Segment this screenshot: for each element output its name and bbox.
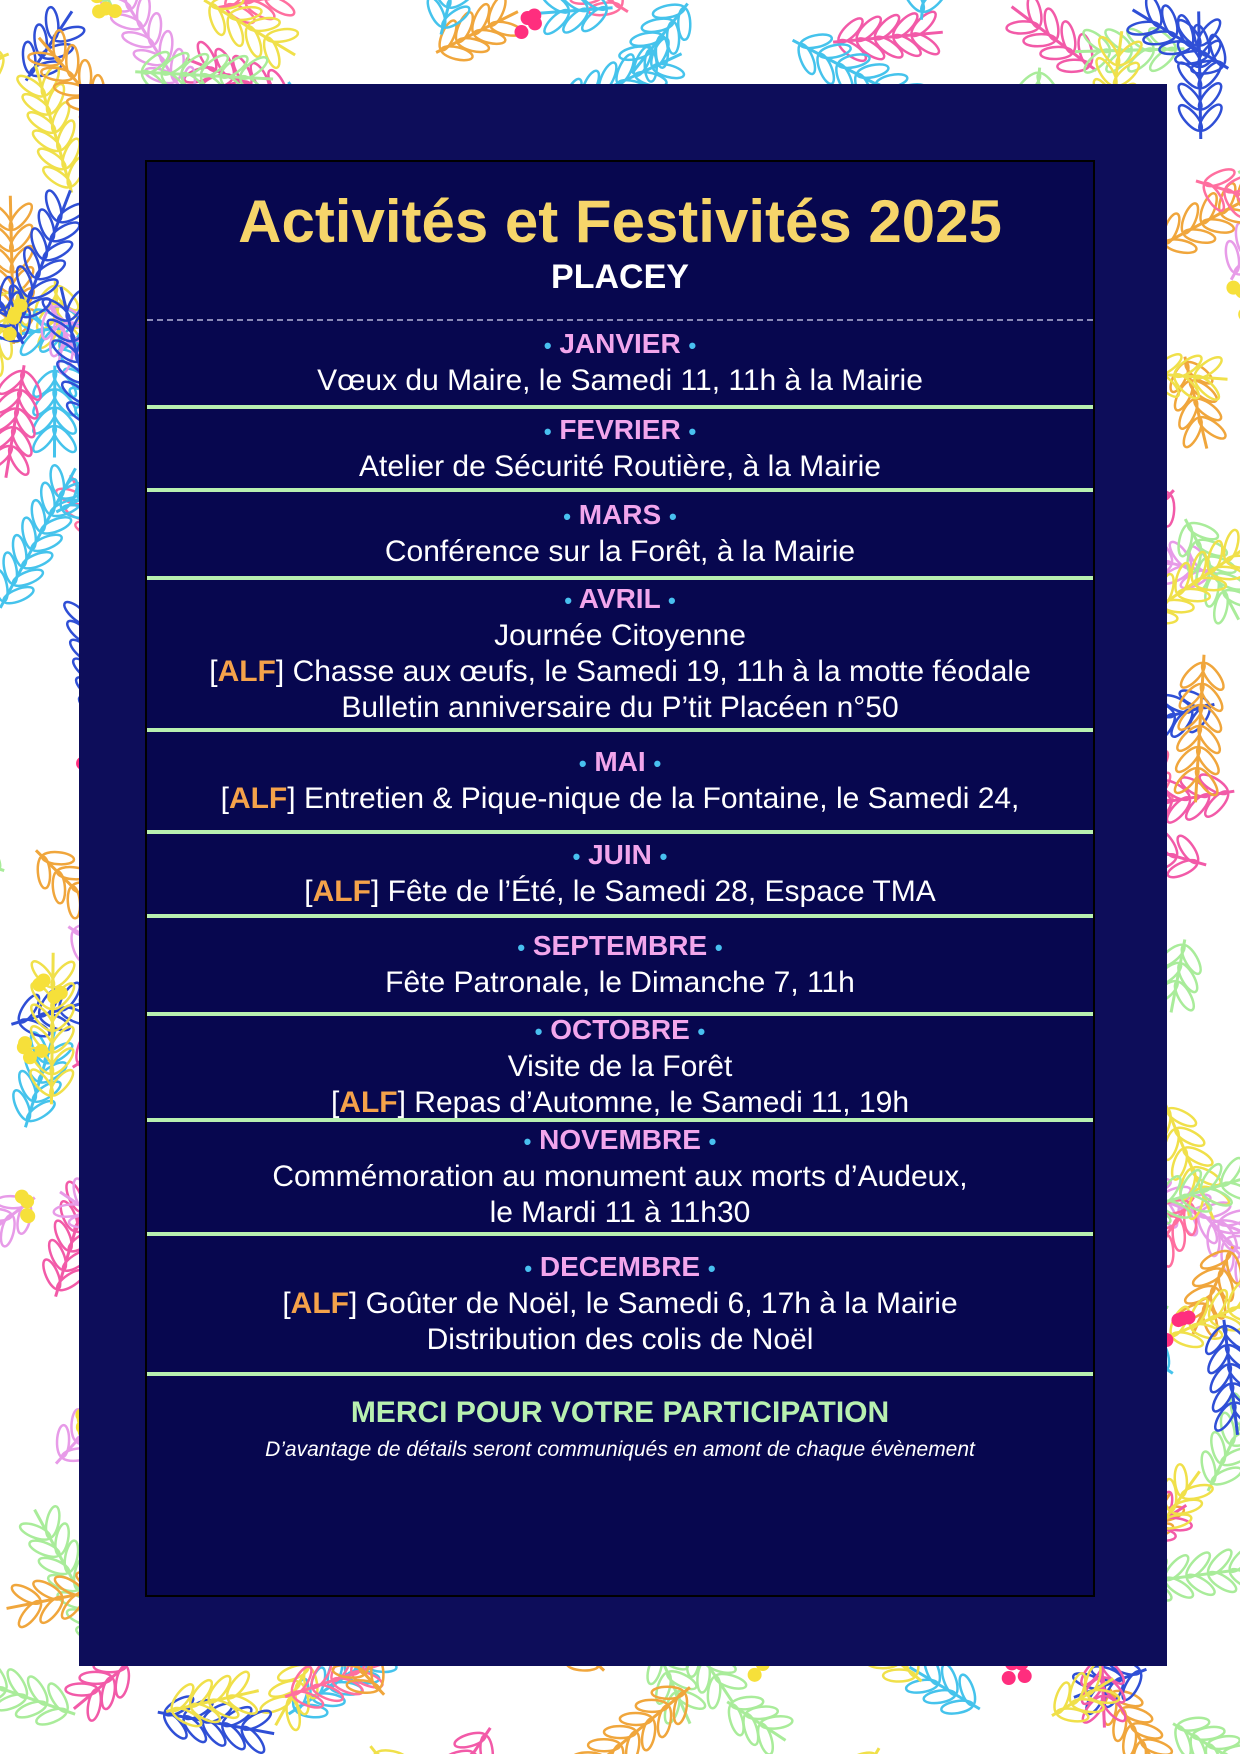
bullet-icon: • <box>697 1019 706 1044</box>
event-line <box>508 1049 733 1085</box>
event-text: Goûter de Noël, le Samedi 6, 17h à la Mairie <box>365 1287 958 1320</box>
bullet-icon: • <box>563 504 571 529</box>
event-text: Conférence sur la Forêt, à la Mairie <box>384 535 856 568</box>
event-line: [ALF] Entretien & Pique-nique de la Fontaine, le Samedi 24, <box>220 782 1020 815</box>
month-block-juin <box>147 834 1093 918</box>
bullet-icon: • <box>523 1129 532 1154</box>
event-line <box>317 363 923 399</box>
event-line <box>385 534 855 570</box>
event-text: Fête de l’Été, le Samedi 28, Espace TMA <box>387 875 936 908</box>
bullet-icon: • <box>669 504 677 529</box>
bullet-icon: • <box>688 418 697 444</box>
event-text: Commémoration au monument aux morts d’Audeux, <box>272 1160 968 1193</box>
month-name: SEPTEMBRE <box>532 930 708 961</box>
bullet-icon: • <box>707 1256 716 1281</box>
alf-tag: ALF <box>339 1086 398 1119</box>
event-text: le Mardi 11 à 11h30 <box>489 1196 751 1229</box>
month-name: MARS <box>578 499 662 530</box>
event-line <box>385 965 855 1001</box>
event-text: Journée Citoyenne <box>494 619 746 652</box>
poster-footer <box>147 1376 1093 1480</box>
poster-header <box>147 162 1093 321</box>
month-name: AVRIL <box>578 583 661 614</box>
bullet-icon: • <box>543 418 552 444</box>
event-text: Entretien & Pique-nique de la Fontaine, le Samedi 24, <box>303 782 1020 815</box>
month-block-mars <box>147 492 1093 580</box>
event-text: Visite de la Forêt <box>507 1050 733 1083</box>
bullet-icon: • <box>578 751 587 776</box>
alf-tag: ALF <box>228 782 288 815</box>
alf-tag: ALF <box>312 875 371 908</box>
month-title <box>544 413 696 449</box>
event-text: Vœux du Maire, le Samedi 11, 11h à la Mairie <box>317 364 923 397</box>
thanks-message: MERCI POUR VOTRE PARTICIPATION <box>350 1396 890 1429</box>
event-line <box>427 1322 814 1358</box>
event-text: Bulletin anniversaire du P’tit Placéen n°50 <box>341 691 899 724</box>
month-block-janvier <box>147 321 1093 409</box>
month-name: DECEMBRE <box>539 1251 701 1282</box>
month-title <box>524 1123 717 1159</box>
event-text: Distribution des colis de Noël <box>426 1323 814 1356</box>
month-name: OCTOBRE <box>550 1014 690 1045</box>
month-block-fevrier <box>147 409 1093 492</box>
month-title <box>573 838 668 874</box>
event-line <box>490 1195 751 1231</box>
bullet-icon: • <box>708 1129 717 1154</box>
month-block-octobre <box>147 1016 1093 1122</box>
month-title <box>579 745 661 781</box>
event-text: Chasse aux œufs, le Samedi 19, 11h à la motte féodale <box>292 655 1031 688</box>
bullet-icon: • <box>714 935 723 960</box>
event-line: [ALF] Goûter de Noël, le Samedi 6, 17h à la Mairie <box>282 1287 958 1320</box>
poster-title: Activités et Festivités 2025 <box>238 188 1002 255</box>
event-line <box>272 1159 967 1195</box>
month-name: NOVEMBRE <box>539 1124 701 1155</box>
event-line <box>341 690 898 726</box>
alf-tag: ALF <box>290 1287 349 1320</box>
month-title <box>564 582 675 618</box>
bullet-icon: • <box>659 844 668 869</box>
village-name: PLACEY <box>551 258 689 296</box>
event-text: Repas d’Automne, le Samedi 11, 19h <box>414 1086 910 1119</box>
events-info-box <box>145 160 1095 1597</box>
bullet-icon: • <box>524 1256 533 1281</box>
event-line: [ALF] Fête de l’Été, le Samedi 28, Espace TMA <box>304 875 936 908</box>
months-list <box>147 321 1093 1376</box>
month-title <box>524 1250 715 1286</box>
month-title <box>535 1013 705 1049</box>
bullet-icon: • <box>517 935 526 960</box>
event-text: Fête Patronale, le Dimanche 7, 11h <box>385 966 855 999</box>
month-title <box>563 498 676 534</box>
details-note: D’avantage de détails seront communiqués en amont de chaque évènement <box>265 1438 975 1461</box>
event-text: Atelier de Sécurité Routière, à la Mairie <box>359 449 881 483</box>
month-block-avril <box>147 580 1093 732</box>
month-name: JUIN <box>588 839 652 870</box>
event-line <box>359 449 881 485</box>
alf-tag: ALF <box>217 655 276 688</box>
month-title <box>544 327 696 363</box>
event-line: [ALF] Repas d’Automne, le Samedi 11, 19h <box>330 1086 910 1119</box>
bullet-icon: • <box>564 588 573 613</box>
month-block-novembre <box>147 1122 1093 1236</box>
bullet-icon: • <box>653 751 662 776</box>
month-name: MAI <box>594 746 646 777</box>
month-block-decembre <box>147 1236 1093 1376</box>
month-block-mai <box>147 732 1093 834</box>
bullet-icon: • <box>667 588 676 613</box>
month-name: JANVIER <box>559 328 681 359</box>
bullet-icon: • <box>534 1019 543 1044</box>
event-line <box>494 618 746 654</box>
bullet-icon: • <box>543 333 552 358</box>
bullet-icon: • <box>688 333 697 358</box>
month-title <box>517 929 722 965</box>
bullet-icon: • <box>572 844 581 869</box>
month-block-septembre <box>147 918 1093 1016</box>
event-line: [ALF] Chasse aux œufs, le Samedi 19, 11h à la motte féodale <box>209 655 1031 688</box>
month-name: FEVRIER <box>559 413 681 445</box>
